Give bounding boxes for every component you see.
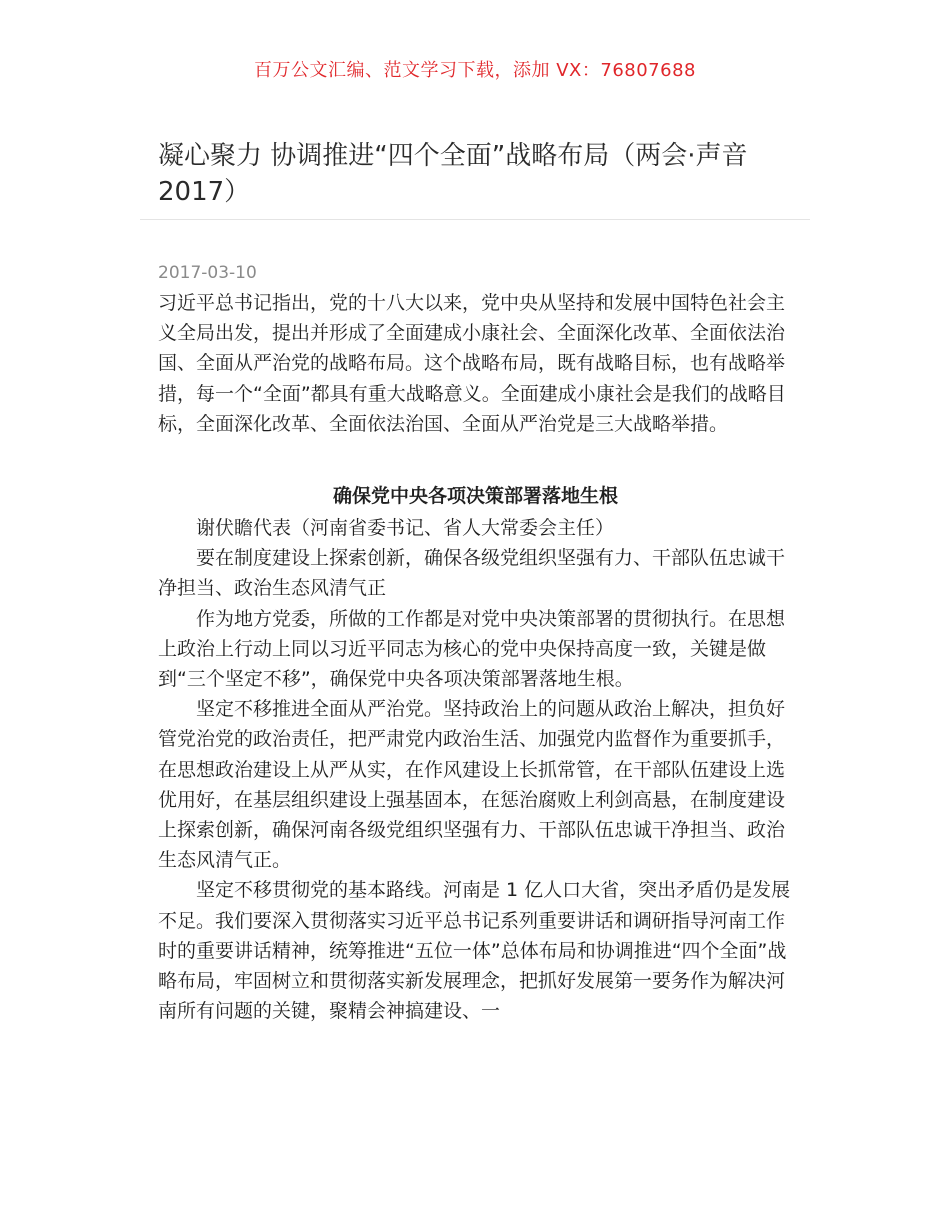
body-paragraph: 作为地方党委，所做的工作都是对党中央决策部署的贯彻执行。在思想上政治上行动上同以习近平同志为核心的党中央保持高度一致，关键是做到“三个坚定不移”，确保党中央各项决策部署落地生根。 [158,607,786,691]
publish-date: 2017-03-10 [158,263,257,283]
intro-paragraph: 习近平总书记指出，党的十八大以来，党中央从坚持和发展中国特色社会主义全局出发，提出并形成了全面建成小康社会、全面深化改革、全面依法治国、全面从严治党的战略布局。这个战略布局，既有战略目标，也有战略举措，每一个“全面”都具有重大战略意义。全面建成小康社会是我们的战略目标，全面深化改革、全面依法治国、全面从严治党是三大战略举措。 [158,292,786,435]
body-paragraph: 坚定不移贯彻党的基本路线。河南是 1 亿人口大省，突出矛盾仍是发展不足。我们要深入贯彻落实习近平总书记系列重要讲话和调研指导河南工作时的重要讲话精神，统筹推进“五位一体”总体布局和协调推进“四个全面”战略布局，牢固树立和贯彻落实新发展理念，把抓好发展第一要务作为解决河南所有问题的关键，聚精会神搞建设、一 [158,879,791,1023]
body-paragraph: 坚定不移推进全面从严治党。坚持政治上的问题从政治上解决，担负好管党治党的政治责任，把严肃党内政治生活、加强党内监督作为重要抓手，在思想政治建设上从严从实，在作风建设上长抓常管，在干部队伍建设上选优用好，在基层组织建设上强基固本，在惩治腐败上利剑高悬，在制度建设上探索创新，确保河南各级党组织坚强有力、干部队伍忠诚干净担当、政治生态风清气正。 [158,698,786,872]
speaker-line: 谢伏瞻代表（河南省委书记、省人大常委会主任） [196,517,615,540]
title-divider [140,219,810,220]
article-title: 凝心聚力 协调推进“四个全面”战略布局（两会·声音 2017） [158,141,748,207]
body-paragraph: 要在制度建设上探索创新，确保各级党组织坚强有力、干部队伍忠诚干净担当、政治生态风清气正 [158,547,786,600]
section-heading: 确保党中央各项决策部署落地生根 [332,485,618,508]
download-banner: 百万公文汇编、范文学习下载，添加 VX：76807688 [254,60,696,81]
article-body [158,288,793,1026]
